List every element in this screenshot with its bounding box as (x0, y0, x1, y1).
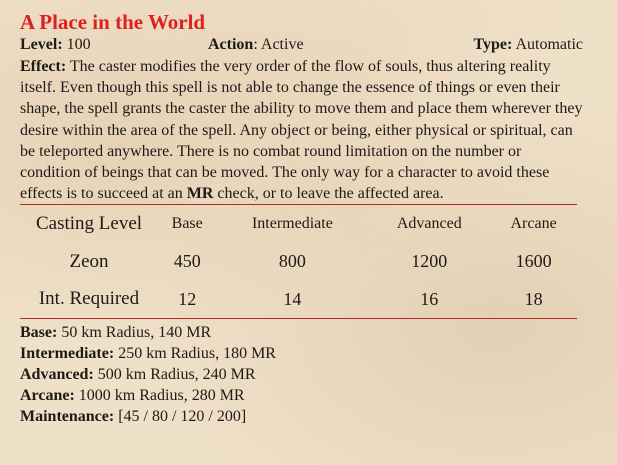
spell-stats (20, 34, 583, 56)
spell-title: A Place in the World (20, 10, 206, 34)
level-details (20, 322, 580, 427)
detail-value: 50 km Radius, 140 MR (57, 323, 212, 341)
table-cell: 16 (420, 288, 439, 309)
detail-label: Arcane: (20, 386, 75, 404)
detail-base (20, 322, 580, 343)
detail-value: 250 km Radius, 180 MR (114, 344, 276, 362)
table-row-int-required (20, 280, 577, 318)
detail-maintenance (20, 406, 580, 427)
detail-advanced (20, 364, 580, 385)
column-header-advanced: Advanced (396, 215, 462, 233)
detail-value: 1000 km Radius, 280 MR (74, 386, 245, 404)
table-row-zeon (20, 243, 577, 281)
effect-description (20, 56, 585, 204)
column-header-intermediate: Intermediate (251, 215, 333, 233)
action-label: Action (208, 36, 254, 53)
casting-level-table (20, 205, 577, 318)
type-value: Automatic (512, 36, 583, 53)
row-label-zeon: Zeon (69, 250, 109, 272)
detail-label: Maintenance: (20, 407, 115, 425)
type-label: Type: (473, 36, 513, 53)
table-corner-header: Casting Level (35, 213, 143, 235)
table-bottom-rule (20, 318, 577, 319)
column-header-arcane: Arcane (510, 215, 557, 233)
table-header-row (20, 205, 577, 243)
column-header-base: Base (171, 215, 203, 233)
effect-mr: MR (186, 185, 214, 203)
detail-label: Base: (20, 323, 58, 341)
effect-label: Effect: (20, 58, 67, 75)
row-label-int-required: Int. Required (38, 288, 140, 310)
table-cell: 12 (178, 288, 197, 309)
table-cell: 14 (283, 288, 302, 309)
effect-text-1: The caster modifies the very order of the flow of souls, thus altering reality itself. Even though this spell is not able to change the essence of things or even their shape, the spell grants the caster the ability to move them and place them wherever they desire within the area of the spell. Any object or being, either physical or spiritual, can be teleported anywhere. There is no combat round limitation on the number or condition of beings that can be moved. The only way for a character to avoid these effects is to succeed at an (20, 58, 583, 203)
table-cell: 800 (278, 251, 306, 272)
level-stat (20, 34, 91, 56)
table-cell: 1600 (515, 251, 552, 272)
detail-label: Intermediate: (20, 344, 115, 362)
type-stat (474, 34, 583, 56)
table-cell: 18 (524, 288, 543, 309)
detail-value: [45 / 80 / 120 / 200] (114, 407, 247, 425)
action-stat (208, 34, 304, 56)
spell-card (20, 10, 583, 427)
action-value: : Active (253, 36, 304, 53)
detail-intermediate (20, 343, 580, 364)
table-cell: 1200 (411, 251, 448, 272)
level-value: 100 (62, 36, 91, 53)
effect-text-2: check, or to leave the affected area. (213, 185, 444, 203)
level-label: Level: (20, 36, 63, 53)
table-cell: 450 (173, 251, 201, 272)
detail-value: 500 km Radius, 240 MR (93, 365, 256, 383)
detail-arcane (20, 385, 580, 406)
detail-label: Advanced: (20, 365, 94, 383)
